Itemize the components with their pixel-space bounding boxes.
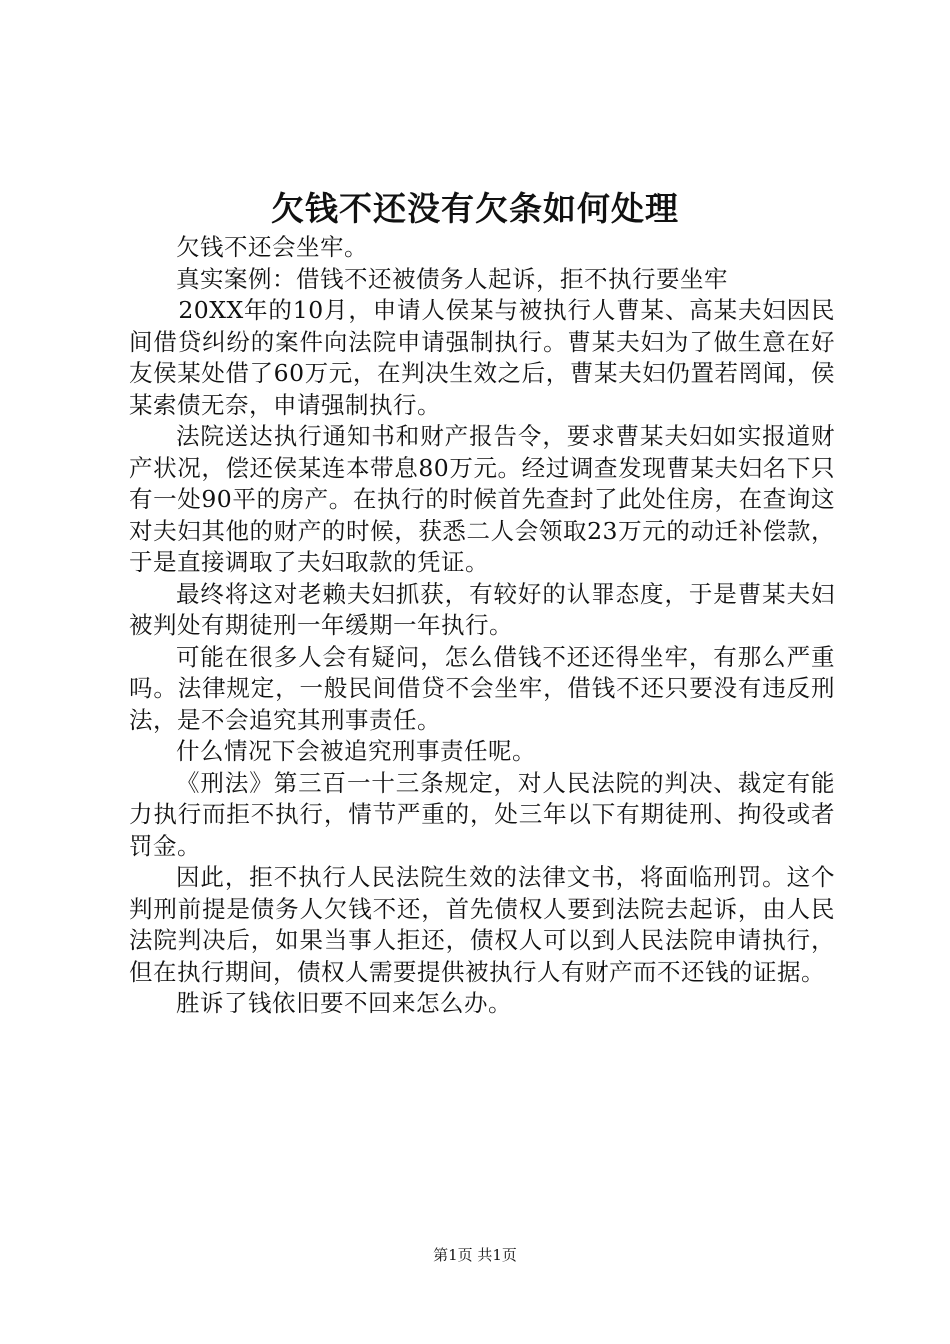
paragraph: 20XX年的10月，申请人侯某与被执行人曹某、高某夫妇因民间借贷纠纷的案件向法院申请强制执行。曹某夫妇为了做生意在好友侯某处借了60万元，在判决生效之后，曹某夫妇仍置若罔闻，侯某索债无奈，申请强制执行。 bbox=[129, 296, 835, 419]
page-footer: 第1页 共1页 bbox=[433, 1246, 517, 1264]
paragraph: 《刑法》第三百一十三条规定，对人民法院的判决、裁定有能力执行而拒不执行，情节严重的，处三年以下有期徒刑、拘役或者罚金。 bbox=[129, 768, 835, 860]
paragraph: 真实案例：借钱不还被债务人起诉，拒不执行要坐牢 bbox=[176, 264, 728, 293]
paragraph: 因此，拒不执行人民法院生效的法律文书，将面临刑罚。这个判刑前提是债务人欠钱不还，首先债权人要到法院去起诉，由人民法院判决后，如果当事人拒还，债权人可以到人民法院申请执行，但在执行期间，债权人需要提供被执行人有财产而不还钱的证据。 bbox=[129, 863, 835, 986]
paragraph: 法院送达执行通知书和财产报告令，要求曹某夫妇如实报道财产状况，偿还侯某连本带息80万元。经过调查发现曹某夫妇名下只有一处90平的房产。在执行的时候首先查封了此处住房，在查询这对夫妇其他的财产的时候，获悉二人会领取23万元的动迁补偿款，于是直接调取了夫妇取款的凭证。 bbox=[129, 422, 835, 576]
paragraph: 胜诉了钱依旧要不回来怎么办。 bbox=[176, 989, 512, 1017]
document-body bbox=[129, 232, 835, 1020]
paragraph: 可能在很多人会有疑问，怎么借钱不还还得坐牢，有那么严重吗。法律规定，一般民间借贷不会坐牢，借钱不还只要没有违反刑法，是不会追究其刑事责任。 bbox=[129, 642, 835, 734]
document-title: 欠钱不还没有欠条如何处理 bbox=[271, 189, 679, 228]
paragraph: 什么情况下会被追究刑事责任呢。 bbox=[176, 737, 536, 765]
paragraph: 欠钱不还会坐牢。 bbox=[176, 233, 368, 261]
paragraph: 最终将这对老赖夫妇抓获，有较好的认罪态度，于是曹某夫妇被判处有期徒刑一年缓期一年执行。 bbox=[129, 579, 835, 639]
